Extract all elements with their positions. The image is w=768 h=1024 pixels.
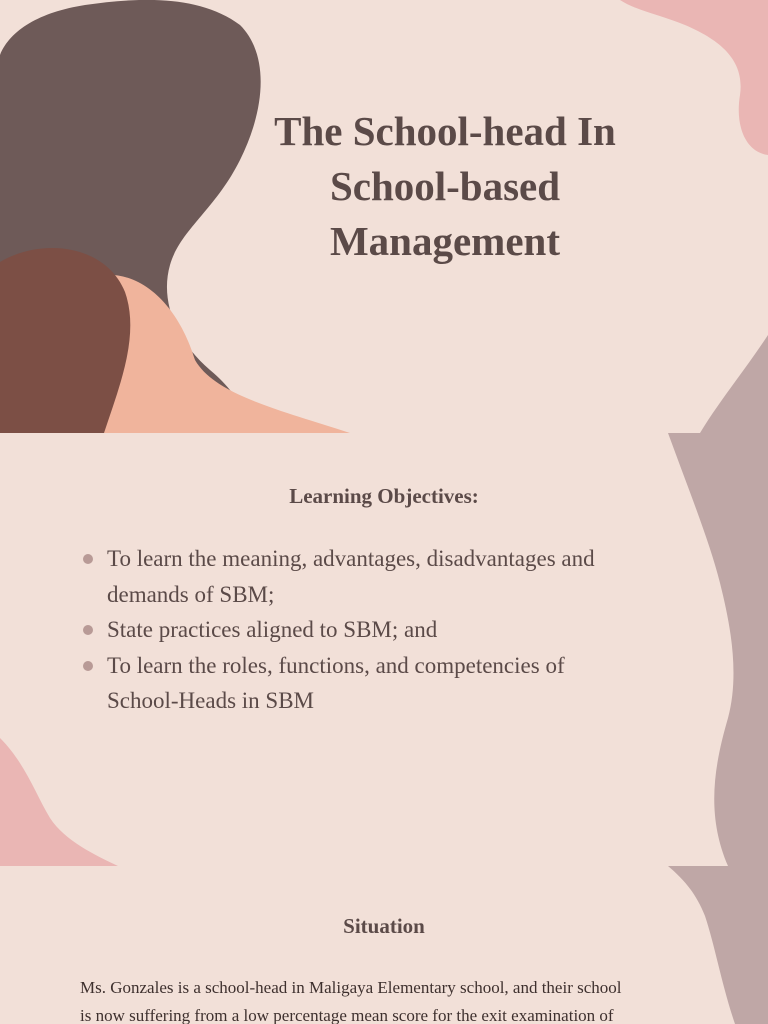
title-slide [0, 0, 768, 433]
objectives-heading: Learning Objectives: [289, 484, 479, 508]
peach-blob-shape [100, 275, 350, 433]
bullet-icon [83, 661, 93, 671]
objectives-slide [0, 433, 768, 866]
list-item [80, 612, 680, 648]
situation-line: is now suffering from a low percentage mean score for the exit examination of [80, 1006, 614, 1024]
bullet-icon [83, 625, 93, 635]
pink-blob-shape [0, 738, 118, 866]
list-item-line: To learn the roles, functions, and competencies of [107, 652, 565, 678]
title-line-2: School-based [329, 163, 561, 209]
list-item-line: State practices aligned to SBM; and [107, 617, 438, 642]
title-line-1: The School-head In [274, 108, 616, 154]
list-item [80, 541, 680, 612]
list-item-line: School-Heads in SBM [107, 688, 314, 713]
situation-slide [0, 866, 768, 1024]
brown-blob-shape [0, 248, 130, 433]
title-line-3: Management [329, 218, 560, 264]
bullet-icon [83, 554, 93, 564]
situation-paragraph [80, 974, 700, 1024]
list-item [80, 648, 680, 719]
objectives-list [80, 541, 680, 719]
situation-line: Ms. Gonzales is a school-head in Maligaya Elementary school, and their school [80, 978, 622, 997]
presentation-title [215, 104, 675, 269]
situation-heading: Situation [343, 914, 425, 938]
mauve-blob-shape [700, 335, 768, 433]
list-item-line: To learn the meaning, advantages, disadvantages and [107, 546, 595, 571]
list-item-line: demands of SBM; [107, 581, 275, 607]
